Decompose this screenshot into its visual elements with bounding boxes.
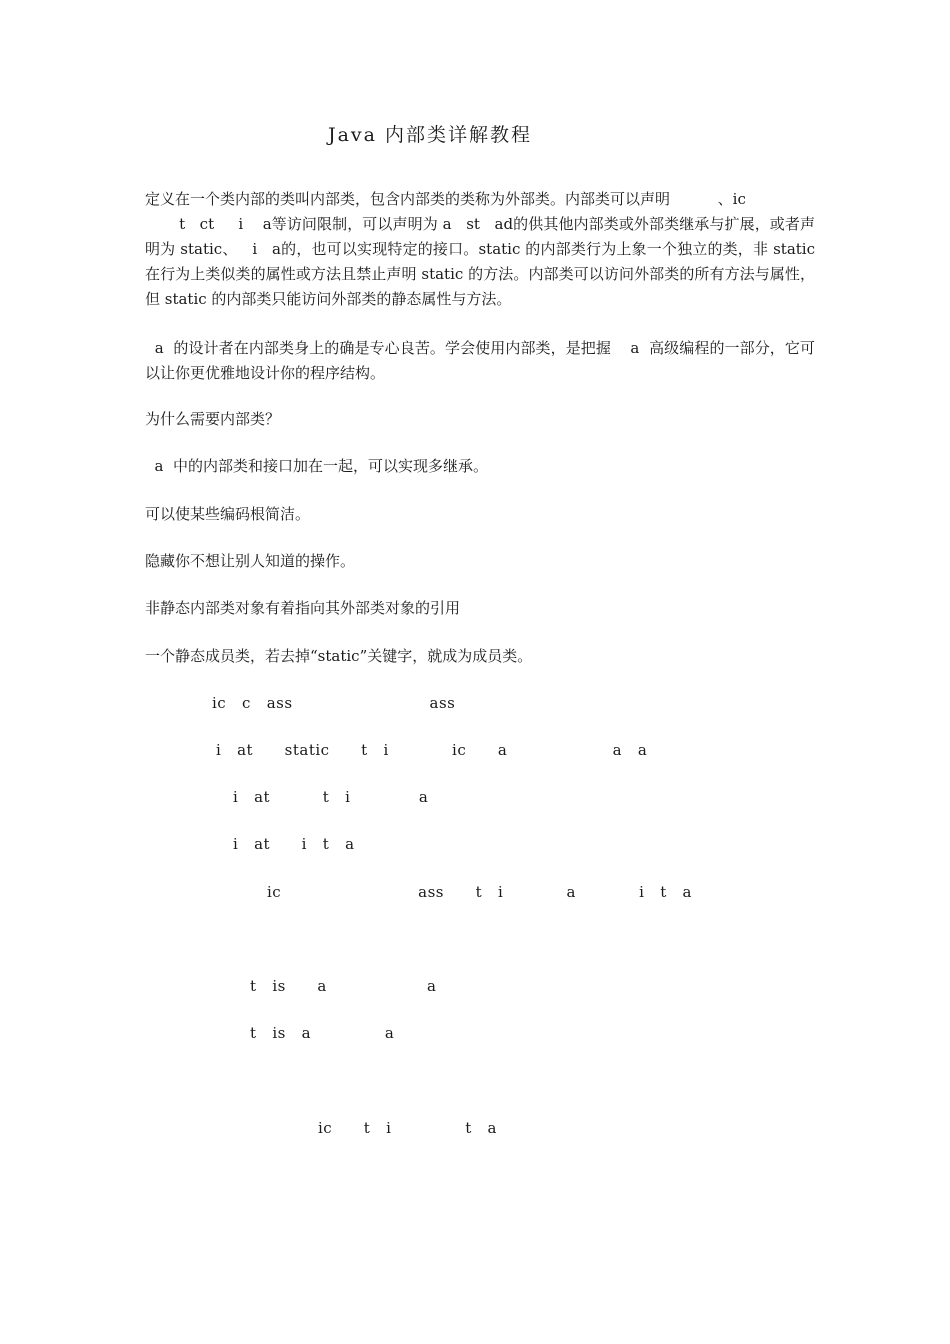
code-line-6: t is a a xyxy=(250,977,437,995)
code-line-3: i at t i a xyxy=(233,788,429,806)
code-line-7: t is a a xyxy=(250,1024,395,1042)
designer-paragraph: a 的设计者在内部类身上的确是专心良苦。学会使用内部类，是把握 a 高级编程的一部分，它可以让你更优雅地设计你的程序结构。 xyxy=(145,339,815,382)
reason-outer-reference: 非静态内部类对象有着指向其外部类对象的引用 xyxy=(145,599,461,617)
code-line-2: i at static t i ic a a a xyxy=(216,741,648,759)
reason-hide-operations: 隐藏你不想让别人知道的操作。 xyxy=(145,552,356,570)
code-line-5: ic ass t i a i t a xyxy=(267,883,692,901)
reason-multiple-inheritance: a 中的内部类和接口加在一起，可以实现多继承。 xyxy=(145,457,489,475)
document-title: Java 内部类详解教程 xyxy=(327,124,533,146)
reason-concise-code: 可以使某些编码根简洁。 xyxy=(145,505,311,523)
static-member-note: 一个静态成员类，若去掉“static”关键字，就成为成员类。 xyxy=(145,647,533,665)
code-line-4: i at i t a xyxy=(233,835,355,853)
code-line-8: ic t i t a xyxy=(318,1119,497,1137)
code-line-1: ic c ass ass xyxy=(212,694,456,712)
heading-why-inner-class: 为什么需要内部类？ xyxy=(145,410,281,428)
intro-paragraph: 定义在一个类内部的类叫内部类，包含内部类的类称为外部类。内部类可以声明 、ic t ct i a等访问限制，可以声明为 a st ad的供其他内部类或外部类继承与扩展，或者声明为 static、 i a的，也可以实现特定的接口。static 的内部类行为上象一个独立的类，非 static 在行为上类似类的属性或方法且禁止声明 static 的方法。内部类可以访问外部类的所有方法与属性，但 static 的内部类只能访问外部类的静态属性与方法。 xyxy=(145,190,815,308)
